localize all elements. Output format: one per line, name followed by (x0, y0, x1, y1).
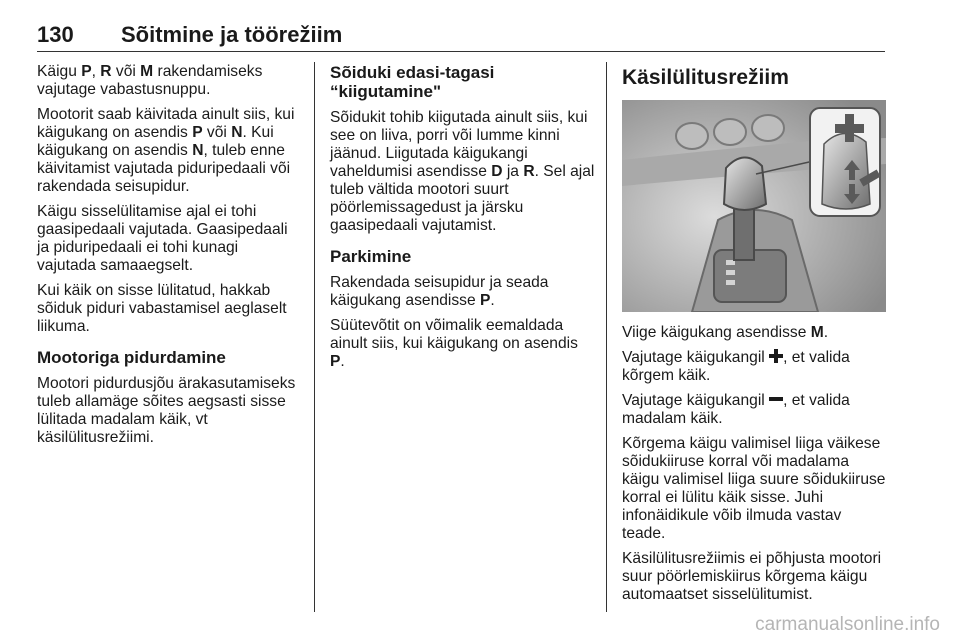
paragraph: Süütevõtit on võimalik eemaldada ainult siis, kui käigukang on asendis P. (330, 317, 578, 370)
paragraph: Mootori pidurdusjõu ärakasutamiseks tuleb allamäge sõites aegsasti sisse lülitada madalam käik, vt käsilülitusrežiimi. (37, 375, 296, 446)
watermark: carmanualsonline.info (755, 614, 940, 635)
column-1 (37, 63, 299, 454)
heading-rocking: Sõiduki edasi-tagasi “kiigutamine" (330, 63, 495, 101)
paragraph: Vajutage käigukangil , et valida kõrgem käik. (622, 349, 850, 384)
heading-parking: Parkimine (330, 247, 412, 266)
column-divider-1 (314, 62, 315, 612)
paragraph: Mootorit saab käivitada ainult siis, kui käigukang on asendis P või N. Kui käigukang on asendis N, tuleb enne käivitamist vajutada piduripedaali või rakendada seisupidur. (37, 106, 295, 195)
header-rule (37, 51, 885, 52)
page-number: 130 (37, 22, 74, 47)
paragraph: Käigu sisselülitamise ajal ei tohi gaasipedaali vajutada. Gaasipedaali ja piduripedaali ei tohi kunagi vajutada samaaegselt. (37, 203, 288, 274)
paragraph: Kui käik on sisse lülitatud, hakkab sõiduk piduri vabastamisel aeglaselt liikuma. (37, 282, 287, 335)
column-3 (622, 63, 887, 611)
paragraph: Rakendada seisupidur ja seada käigukang asendisse P. (330, 274, 549, 309)
paragraph: Käigu P, R või M rakendamiseks vajutage vabastusnuppu. (37, 63, 263, 98)
column-divider-2 (606, 62, 607, 612)
plus-icon (769, 349, 783, 363)
gear-shift-illustration-icon (622, 100, 886, 312)
heading-engine-braking: Mootoriga pidurdamine (37, 348, 226, 367)
paragraph: Viige käigukang asendisse M. (622, 324, 829, 341)
paragraph: Sõidukit tohib kiigutada ainult siis, kui see on liiva, porri või lumme kinni jäänud. Liigutada käigukangi vaheldumisi asendisse D ja R. Sel ajal tuleb vältida mootori suurt pöörlemissagedust ja järsku gaasipedaali vajutamist. (330, 109, 595, 234)
paragraph: Vajutage käigukangil , et valida madalam käik. (622, 392, 850, 427)
heading-manual-mode: Käsilülitusrežiim (622, 66, 789, 89)
section-title: Sõitmine ja töörežiim (121, 22, 343, 47)
column-2 (330, 63, 595, 378)
page-header (37, 22, 885, 50)
paragraph: Käsilülitusrežiimis ei põhjusta mootori suur pöörlemiskiirus kõrgema käigu automaatset sisselülitumist. (622, 550, 882, 603)
paragraph: Kõrgema käigu valimisel liiga väikese sõidukiiruse korral või madalama käigu valimisel liiga suure sõidukiiruse korral ei lülitu käik sisse. Juhi infonäidikule võib ilmuda vastav teade. (622, 435, 886, 542)
minus-icon (769, 392, 783, 406)
